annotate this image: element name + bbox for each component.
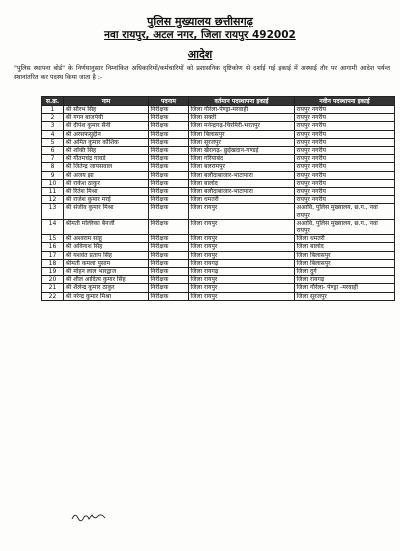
row-new-unit: रायपुर नगरीय bbox=[295, 155, 395, 163]
row-name: श्री रितेश मिश्रा bbox=[64, 188, 149, 196]
order-title: आदेश bbox=[187, 48, 213, 61]
table-row bbox=[42, 204, 395, 219]
row-name: श्री संजीव कुमार मिश्रा bbox=[64, 204, 149, 219]
table-row bbox=[42, 235, 395, 243]
row-new-unit: जिला सूरजपुर bbox=[295, 292, 395, 300]
table-row bbox=[42, 292, 395, 300]
row-current-unit: जिला रायगढ़ bbox=[189, 259, 295, 267]
row-sn: 14 bbox=[42, 219, 64, 234]
row-sn: 21 bbox=[42, 284, 64, 292]
table-row bbox=[42, 138, 395, 146]
row-name: श्रीमती कमला पुसाम bbox=[64, 259, 149, 267]
row-current-unit: जिला खैरागढ़- छुईखदान-गण्डई bbox=[189, 147, 295, 155]
row-new-unit: रायपुर नगरीय bbox=[295, 106, 395, 114]
row-post: निरीक्षक bbox=[149, 179, 189, 187]
row-new-unit: रायपुर नगरीय bbox=[295, 188, 395, 196]
table-row bbox=[42, 284, 395, 292]
row-current-unit: जिला बिलासपुर bbox=[189, 130, 295, 138]
table-body bbox=[42, 106, 395, 301]
table-row bbox=[42, 188, 395, 196]
row-new-unit: रायपुर नगरीय bbox=[295, 163, 395, 171]
row-current-unit: जिला रायपुर bbox=[189, 284, 295, 292]
row-name: श्री अजय झा bbox=[64, 171, 149, 179]
row-current-unit: जिला बालोद bbox=[189, 179, 295, 187]
row-sn: 16 bbox=[42, 243, 64, 251]
table-row bbox=[42, 251, 395, 259]
row-new-unit: जिला बिलासपुर bbox=[295, 259, 395, 267]
row-new-unit: जिला बालोद bbox=[295, 243, 395, 251]
col-header-post: पदनाम bbox=[149, 97, 189, 106]
row-name: श्री अश्वराम साहू bbox=[64, 235, 149, 243]
row-name: श्री अविनाश सिंह bbox=[64, 243, 149, 251]
row-new-unit: जिला गौरेला- पेण्ड्रा -मरवाही bbox=[295, 284, 395, 292]
row-current-unit: जिला रायपुर bbox=[189, 243, 295, 251]
row-post: निरीक्षक bbox=[149, 259, 189, 267]
row-post: निरीक्षक bbox=[149, 204, 189, 219]
row-post: निरीक्षक bbox=[149, 122, 189, 130]
row-new-unit: रायपुर नगरीय bbox=[295, 147, 395, 155]
row-new-unit: जिला रायगढ़ bbox=[295, 276, 395, 284]
row-current-unit: जिला रायपुर bbox=[189, 251, 295, 259]
row-current-unit: जिला रायपुर bbox=[189, 292, 295, 300]
row-sn: 12 bbox=[42, 196, 64, 204]
table-header-row bbox=[42, 97, 395, 106]
row-sn: 1 bbox=[42, 106, 64, 114]
header-address: नवा रायपुर, अटल नगर, जिला रायपुर 492002 bbox=[104, 29, 296, 41]
row-sn: 19 bbox=[42, 268, 64, 276]
row-post: निरीक्षक bbox=[149, 235, 189, 243]
row-sn: 8 bbox=[42, 163, 64, 171]
table-row bbox=[42, 196, 395, 204]
row-name: श्री गगन बाजपेयी bbox=[64, 114, 149, 122]
row-post: निरीक्षक bbox=[149, 219, 189, 234]
table-row bbox=[42, 163, 395, 171]
intro-paragraph: "पुलिस स्थापना बोर्ड" के निर्णयानुसार निम्नांकित अधिकारियों/कर्मचारियों को प्रशासनिक दृष्टिकोण से दर्शाई गई इकाई में अस्थाई तौर पर आगामी आदेश पर्यन्त स्थानांतरित कर पदस्थ किया जाता है :- bbox=[14, 65, 390, 81]
col-header-new: नवीन पदस्थापना इकाई bbox=[295, 97, 395, 106]
row-sn: 15 bbox=[42, 235, 64, 243]
transfer-table bbox=[41, 96, 395, 301]
row-current-unit: जिला सूरजपुर bbox=[189, 138, 295, 146]
table-row bbox=[42, 276, 395, 284]
row-sn: 9 bbox=[42, 171, 64, 179]
table-row bbox=[42, 155, 395, 163]
row-sn: 18 bbox=[42, 259, 64, 267]
row-current-unit: जिला बलौदाबाजार-भाटापारा bbox=[189, 171, 295, 179]
row-sn: 10 bbox=[42, 179, 64, 187]
row-new-unit: जिला बिलासपुर bbox=[295, 251, 395, 259]
row-sn: 22 bbox=[42, 292, 64, 300]
col-header-current: वर्तमान पदस्थापना इकाई bbox=[189, 97, 295, 106]
row-post: निरीक्षक bbox=[149, 268, 189, 276]
row-new-unit: रायपुर नगरीय bbox=[295, 171, 395, 179]
row-sn: 5 bbox=[42, 138, 64, 146]
table-row bbox=[42, 106, 395, 114]
row-current-unit: जिला गरियाबंद bbox=[189, 155, 295, 163]
row-new-unit: जिला दुर्ग bbox=[295, 268, 395, 276]
row-name: श्री राकेश ठाकुर bbox=[64, 179, 149, 187]
row-sn: 17 bbox=[42, 251, 64, 259]
signature bbox=[70, 510, 110, 524]
row-sn: 6 bbox=[42, 147, 64, 155]
row-sn: 4 bbox=[42, 130, 64, 138]
col-header-name: नाम bbox=[64, 97, 149, 106]
table-row bbox=[42, 130, 395, 138]
row-post: निरीक्षक bbox=[149, 163, 189, 171]
row-post: निरीक्षक bbox=[149, 106, 189, 114]
table-row bbox=[42, 171, 395, 179]
row-new-unit: जिला धमतरी bbox=[295, 235, 395, 243]
row-name: श्री अरसफसुद्दीन bbox=[64, 130, 149, 138]
row-post: निरीक्षक bbox=[149, 130, 189, 138]
row-sn: 20 bbox=[42, 276, 64, 284]
row-name: श्री सौरभ सिंह bbox=[64, 106, 149, 114]
row-post: निरीक्षक bbox=[149, 251, 189, 259]
table-row bbox=[42, 122, 395, 130]
row-name: श्री शक्ति सिंह bbox=[64, 147, 149, 155]
row-sn: 7 bbox=[42, 155, 64, 163]
row-current-unit: जिला रायगढ़ bbox=[189, 268, 295, 276]
row-post: निरीक्षक bbox=[149, 243, 189, 251]
row-current-unit: जिला गौरेला-पेण्ड्रा-मरवाही bbox=[189, 106, 295, 114]
row-sn: 2 bbox=[42, 114, 64, 122]
row-current-unit: जिला मनेन्द्रगढ़-चिरमिरी-भरतपुर bbox=[189, 122, 295, 130]
row-post: निरीक्षक bbox=[149, 276, 189, 284]
header-org: पुलिस मुख्यालय छत्तीसगढ़ bbox=[147, 15, 253, 28]
row-new-unit: अआवि, पुलिस मुख्यालय, छ.ग., नवा रायपुर bbox=[295, 219, 395, 234]
row-post: निरीक्षक bbox=[149, 188, 189, 196]
row-new-unit: अआवि, पुलिस मुख्यालय, छ.ग., नवा रायपुर bbox=[295, 204, 395, 219]
row-name: श्री शैलेन्द्र कुमार ठाकुर bbox=[64, 284, 149, 292]
row-name: श्री शील आदित्य कुमार सिंह bbox=[64, 276, 149, 284]
row-current-unit: जिला धमतरी bbox=[189, 196, 295, 204]
row-new-unit: रायपुर नगरीय bbox=[295, 114, 395, 122]
row-new-unit: रायपुर नगरीय bbox=[295, 138, 395, 146]
row-name: श्री गौतमचंद्र गावडे bbox=[64, 155, 149, 163]
row-post: निरीक्षक bbox=[149, 196, 189, 204]
row-name: श्री मोहन लाल भारद्वाज bbox=[64, 268, 149, 276]
row-post: निरीक्षक bbox=[149, 114, 189, 122]
table-row bbox=[42, 259, 395, 267]
row-name: श्री यशवंत प्रताप सिंह bbox=[64, 251, 149, 259]
row-name: श्री अमित कुमार कौशिक bbox=[64, 138, 149, 146]
table-row bbox=[42, 147, 395, 155]
row-current-unit: जिला बलौदाबाजार-भाटापारा bbox=[189, 188, 295, 196]
row-current-unit: जिला रायपुर bbox=[189, 219, 295, 234]
table-row bbox=[42, 219, 395, 234]
row-sn: 11 bbox=[42, 188, 64, 196]
row-name: श्री नरेन्द्र कुमार मिश्रा bbox=[64, 292, 149, 300]
row-name: श्रीमती मल्लिका बैनर्जी bbox=[64, 219, 149, 234]
row-new-unit: रायपुर नगरीय bbox=[295, 196, 395, 204]
col-header-sn: स.क्र. bbox=[42, 97, 64, 106]
row-post: निरीक्षक bbox=[149, 292, 189, 300]
table-row bbox=[42, 114, 395, 122]
table-row bbox=[42, 179, 395, 187]
row-current-unit: जिला रायपुर bbox=[189, 276, 295, 284]
row-current-unit: जिला रायपुर bbox=[189, 204, 295, 219]
row-current-unit: जिला रायपुर bbox=[189, 235, 295, 243]
row-post: निरीक्षक bbox=[149, 284, 189, 292]
row-post: निरीक्षक bbox=[149, 155, 189, 163]
row-name: श्री जितेन्द्र जायसवाल bbox=[64, 163, 149, 171]
row-new-unit: रायपुर नगरीय bbox=[295, 179, 395, 187]
row-sn: 13 bbox=[42, 204, 64, 219]
row-sn: 3 bbox=[42, 122, 64, 130]
row-post: निरीक्षक bbox=[149, 171, 189, 179]
row-current-unit: जिला बलरामपुर bbox=[189, 163, 295, 171]
table-row bbox=[42, 243, 395, 251]
row-current-unit: जिला सक्ती bbox=[189, 114, 295, 122]
row-new-unit: रायपुर नगरीय bbox=[295, 122, 395, 130]
row-name: श्री राजेश कुमार मरई bbox=[64, 196, 149, 204]
row-post: निरीक्षक bbox=[149, 147, 189, 155]
row-name: श्री दीपेश कुमार सैनी bbox=[64, 122, 149, 130]
row-new-unit: रायपुर नगरीय bbox=[295, 130, 395, 138]
table-row bbox=[42, 268, 395, 276]
row-post: निरीक्षक bbox=[149, 138, 189, 146]
